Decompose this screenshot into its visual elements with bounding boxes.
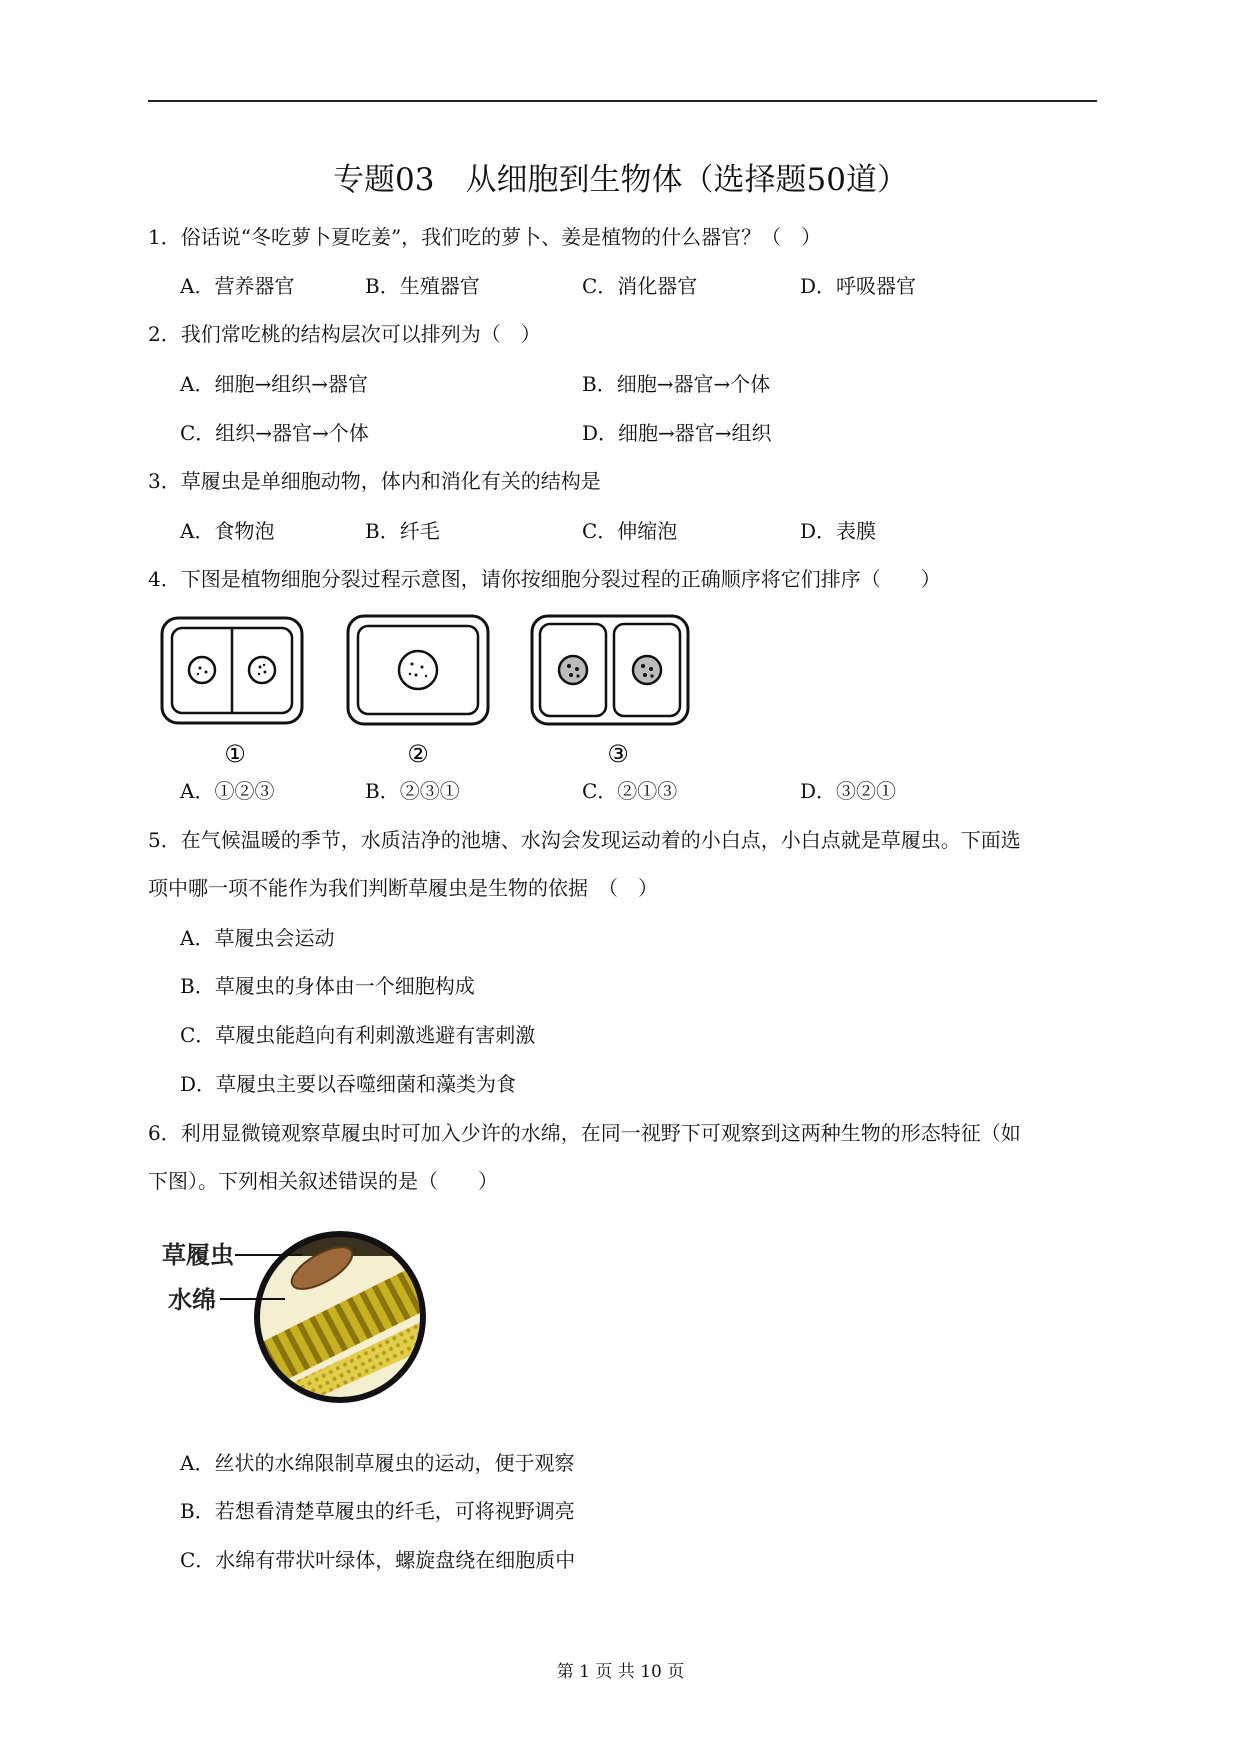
q1-option-c: C．消化器官 [582,274,698,298]
q6-option-a: A．丝状的水绵限制草履虫的运动，便于观察 [180,1451,575,1475]
figure-label-1: ① [224,740,246,768]
header-rule [148,100,1097,102]
q2-option-c: C．组织→器官→个体 [180,421,369,445]
q4-option-b: B．②③① [365,779,460,803]
q3-option-c: C．伸缩泡 [582,519,678,543]
figure-label-3: ③ [607,740,629,768]
q6-stem-line-1: 6．利用显微镜观察草履虫时可加入少许的水绵，在同一视野下可观察到这两种生物的形态特征（如 [148,1121,1021,1145]
q2-option-a: A．细胞→组织→器官 [180,372,368,396]
spirogyra-label: 水绵 [168,1286,216,1314]
q5-stem-line-1: 5．在气候温暖的季节，水质洁净的池塘、水沟会发现运动着的小白点，小白点就是草履虫。下面选 [148,828,1021,852]
q5-option-a: A．草履虫会运动 [180,926,335,950]
cell-diagram-2 [348,616,488,724]
q6-option-c: C．水绵有带状叶绿体，螺旋盘绕在细胞质中 [180,1548,576,1572]
q1-option-d: D．呼吸器官 [800,274,917,298]
q4-stem: 4．下图是植物细胞分裂过程示意图，请你按细胞分裂过程的正确顺序将它们排序（ ） [148,567,941,591]
q5-stem-line-2: 项中哪一项不能作为我们判断草履虫是生物的依据 （ ） [148,876,658,900]
q6-option-b: B．若想看清楚草履虫的纤毛，可将视野调亮 [180,1499,575,1523]
q2-stem: 2．我们常吃桃的结构层次可以排列为（ ） [148,322,541,346]
microscope-figure [150,1228,450,1408]
q4-option-d: D．③②① [800,779,897,803]
q4-option-a: A．①②③ [180,779,275,803]
q2-option-d: D．细胞→器官→组织 [582,421,772,445]
page-title: 专题03 从细胞到生物体（选择题50道） [333,162,908,198]
q5-option-b: B．草履虫的身体由一个细胞构成 [180,974,475,998]
q6-stem-line-2: 下图）。下列相关叙述错误的是（ ） [148,1169,498,1193]
q1-option-b: B．生殖器官 [365,274,480,298]
q2-option-b: B．细胞→器官→个体 [582,372,771,396]
q3-stem: 3．草履虫是单细胞动物，体内和消化有关的结构是 [148,469,601,493]
q4-option-c: C．②①③ [582,779,678,803]
figure-label-2: ② [407,740,429,768]
cell-division-figure [160,612,700,772]
q1-stem: 1．俗话说“冬吃萝卜夏吃姜”，我们吃的萝卜、姜是植物的什么器官？（ ） [148,225,822,249]
q1-option-a: A．营养器官 [180,274,295,298]
cell-diagram-3 [532,616,688,724]
q5-option-d: D．草履虫主要以吞噬细菌和藻类为食 [180,1072,517,1096]
paramecium-label: 草履虫 [162,1241,234,1269]
page-footer: 第 1 页 共 10 页 [556,1662,685,1682]
q3-option-a: A．食物泡 [180,519,275,543]
cell-diagram-1 [162,618,302,723]
q5-option-c: C．草履虫能趋向有利刺激逃避有害刺激 [180,1023,536,1047]
q3-option-b: B．纤毛 [365,519,440,543]
q3-option-d: D．表膜 [800,519,877,543]
